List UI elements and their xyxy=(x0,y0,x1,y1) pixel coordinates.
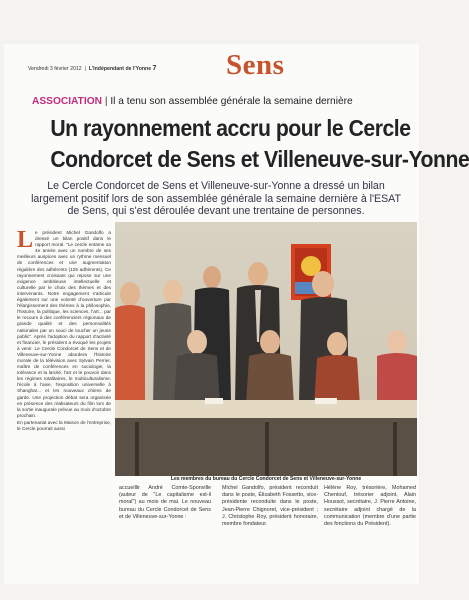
kicker-text: Il a tenu son assemblée générale la semaine dernière xyxy=(110,96,353,107)
body-column-2 xyxy=(119,485,211,521)
body-text-1: e président Michel Gandolfo a dressé un bilan positif dans le rapport moral. "Le cercle entame sa 4e année avec un nombre de ses meilleurs auspices avec un rythme mensuel de conférences et une augmentation régulière des adhérents (125 adhérents). Ce rayonnement croissant qui repose sur une exigence ambitieuse intellectuelle et culturelle par le choix des thèmes et des intervenants. Notre engagement s'articule également sur une volonté d'ouverture par l'élargissement des thèmes à la philosophie, l'histoire, la politique, les sciences, l'art... par le recours à des conférenciers régionaux de grande qualité et des personnalités nationales par un souci de toucher un jeune public". Après l'adoption du rapport d'activité et financier, le président a évoqué les projets à venir. Le Cercle Condorcet de Sens et de Villeneuve-sur-Yonne abordera l'histoire morale de la télévision avec Sylvain Perrier, maître de conférences en sociologie, la tolérance et la laïcité, l'art et le pouvoir dans les régimes totalitaires, le multiculturalisme, l'école à l'aise, l'exposition universelle à Shanghaï... et les nouveaux chiens de garde. Une projection débat sera organisée en présence des réalisateurs du film lors de la sortie inaugurale prévue au mois d'octobre prochain. xyxy=(17,230,111,418)
photo-caption: Les membres du bureau du Cercle Condorcet de Sens et Villeneuve-sur-Yonne xyxy=(170,476,362,482)
kicker-separator: | xyxy=(104,96,111,107)
body-text-1-end: En partenariat avec la Maison de l'entreprise, le Cercle pourrait aussi xyxy=(17,419,111,431)
group-photo xyxy=(115,222,417,476)
date-text: Vendredi 3 février 2012 xyxy=(28,66,82,72)
page-number: 7 xyxy=(152,65,157,72)
headline xyxy=(36,113,469,175)
body-column-4 xyxy=(324,485,416,528)
body-column-3 xyxy=(222,485,318,528)
section-title: Sens xyxy=(226,49,285,81)
paper-name: L'Indépendant de l'Yonne xyxy=(88,66,152,72)
lead-paragraph: Le Cercle Condorcet de Sens et Villeneuve-sur-Yonne a dressé un bilan largement positif lors de son assemblée générale la semaine dernière à l'ESAT de Sens, qui s'est déroulée devant une trentaine de personnes. xyxy=(31,180,401,218)
headline-line-2: Condorcet de Sens et Villeneuve-sur-Yonne xyxy=(50,146,469,172)
body-text-2: accueillir André Comte-Sponville (auteur de "Le capitalisme est-il moral") au mois de mai. Le nouveau bureau du Cercle Condorcet de Sens et de Villeneuve-sur-Yonne : xyxy=(119,485,211,520)
dateline: Vendredi 3 février 2012 | L'Indépendant de l'Yonne 7 xyxy=(28,65,157,72)
rubric-label: ASSOCIATION xyxy=(32,96,102,107)
body-text-4: Hélène Roy, trésorière, Mohamed Chentouf, trésorier adjoint, Alain Houssot, secrétaire, J. Pierre Antoine, secrétaire adjoint chargé de la communication (membre d'une partie des fonctions du Président). xyxy=(324,485,416,528)
drop-cap: L xyxy=(17,227,34,253)
body-text-3: Michel Gandolfo, président reconduit dans le poste, Élisabeth Fossetto, vice-présidente reconduite dans le poste, Jean-Pierre Chignoret, vice-président ; J. Christophe Roy, président honoraire, membre fondateur. xyxy=(222,485,318,528)
headline-line-1: Un rayonnement accru pour le Cercle xyxy=(50,115,411,141)
body-column-1 xyxy=(17,227,111,433)
group-photo-image xyxy=(115,222,417,476)
kicker xyxy=(32,96,353,107)
